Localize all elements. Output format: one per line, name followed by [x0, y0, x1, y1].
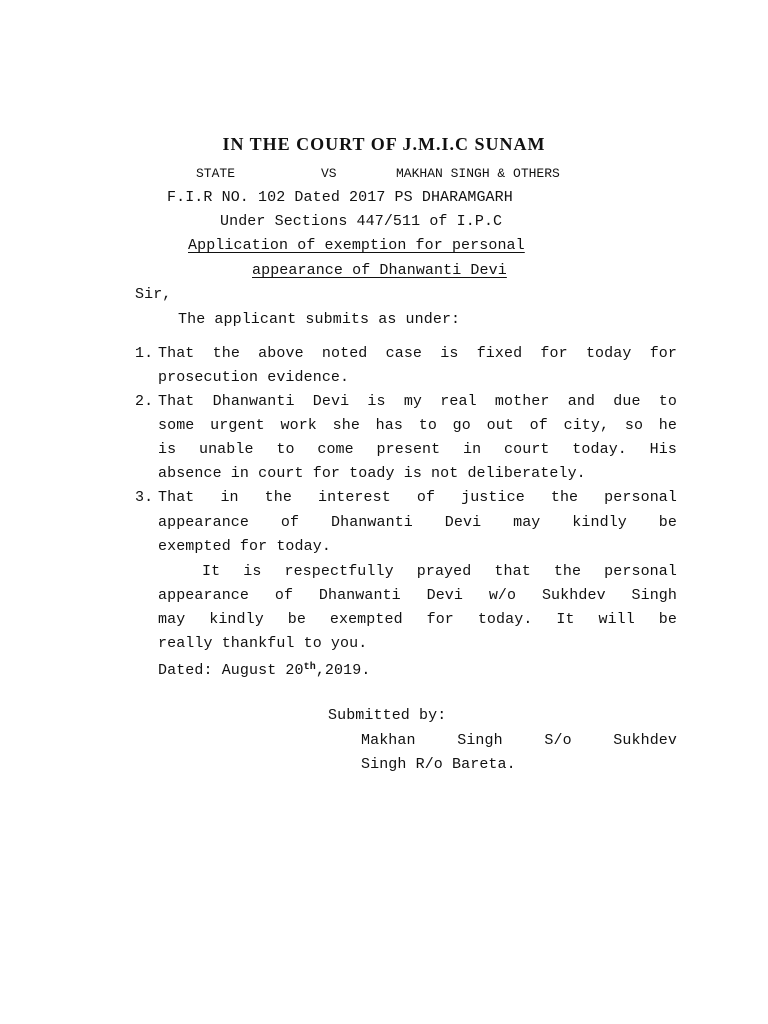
salutation: Sir,	[135, 286, 172, 303]
dated-year: ,2019.	[315, 662, 371, 679]
point-1-line-2: prosecution evidence.	[158, 369, 350, 386]
subject-line-2: appearance of Dhanwanti Devi	[252, 262, 507, 279]
court-title: IN THE COURT OF J.M.I.C SUNAM	[222, 134, 546, 154]
point-3-line-2: appearance of Dhanwanti Devi may kindly be	[158, 514, 677, 531]
prayer-line-2: appearance of Dhanwanti Devi w/o Sukhdev Singh	[158, 587, 677, 604]
prayer-line-1: It is respectfully prayed that the personal	[202, 563, 677, 580]
point-2-line-1: That Dhanwanti Devi is my real mother and due to	[158, 393, 677, 410]
party-state: STATE	[196, 166, 236, 181]
dated-prefix: Dated: August 20	[158, 662, 304, 679]
party-vs: VS	[321, 166, 337, 181]
dated-superscript: th	[303, 662, 316, 673]
signature-line-2: Singh R/o Bareta.	[361, 756, 516, 773]
fir-line: F.I.R NO. 102 Dated 2017 PS DHARAMGARH	[167, 189, 513, 206]
intro-line: The applicant submits as under:	[178, 311, 461, 328]
point-2-line-2: some urgent work she has to go out of city, so he	[158, 417, 677, 434]
prayer-line-3: may kindly be exempted for today. It will be	[158, 611, 677, 628]
sections-line: Under Sections 447/511 of I.P.C	[220, 213, 503, 230]
point-2-number: 2.	[135, 393, 154, 410]
submitted-by-label: Submitted by:	[328, 707, 447, 724]
party-accused: MAKHAN SINGH & OTHERS	[396, 166, 560, 181]
point-2-line-4: absence in court for toady is not deliberately.	[158, 465, 586, 482]
point-3-line-1: That in the interest of justice the personal	[158, 489, 677, 506]
point-1-number: 1.	[135, 345, 154, 362]
point-2-line-3: is unable to come present in court today. His	[158, 441, 677, 458]
dated-line	[158, 658, 370, 681]
point-3-line-3: exempted for today.	[158, 538, 331, 555]
subject-line-1: Application of exemption for personal	[188, 237, 525, 254]
signature-line-1: Makhan Singh S/o Sukhdev	[361, 732, 677, 749]
point-1-line-1: That the above noted case is fixed for today for	[158, 345, 677, 362]
prayer-line-4: really thankful to you.	[158, 635, 368, 652]
point-3-number: 3.	[135, 489, 154, 506]
